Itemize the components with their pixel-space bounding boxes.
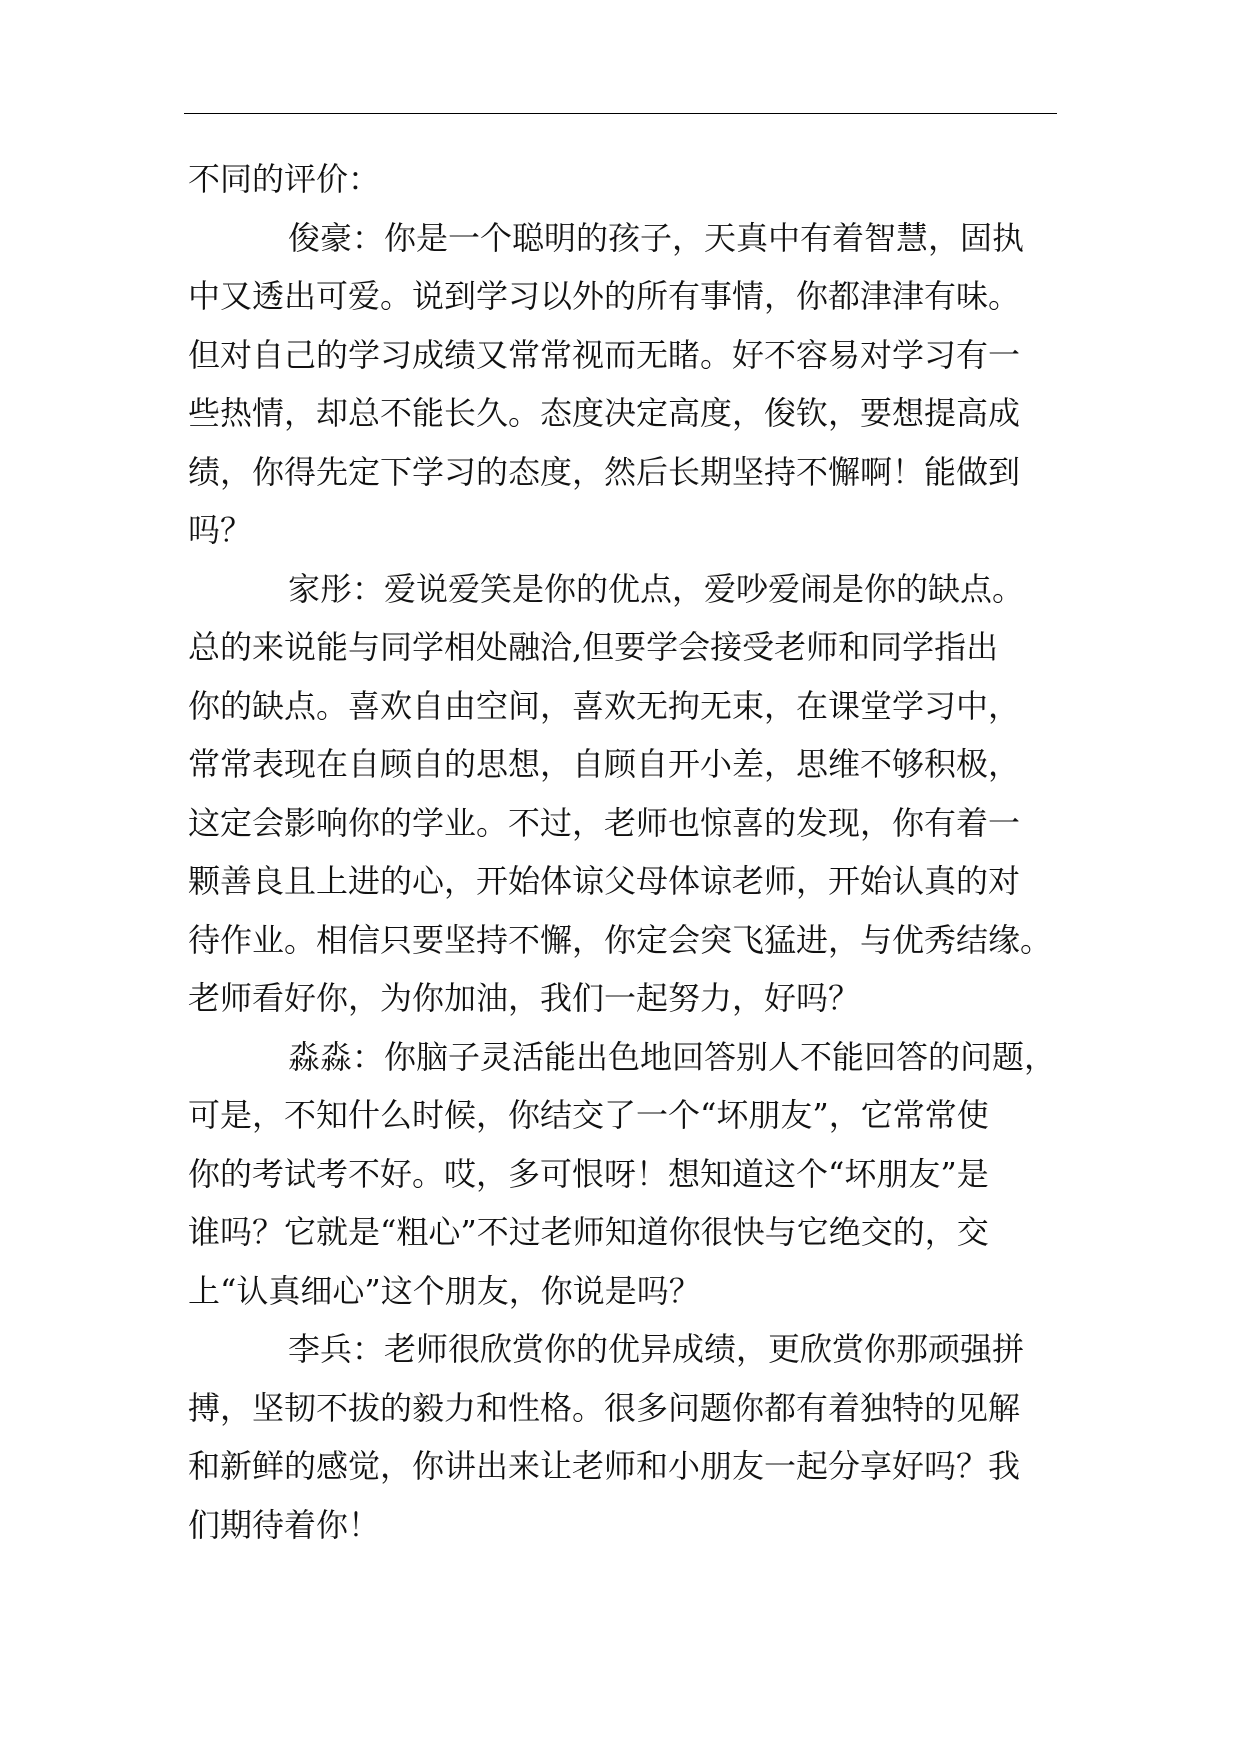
paragraph-line: 搏，坚韧不拔的毅力和性格。很多问题你都有着独特的见解: [188, 1388, 1021, 1427]
comment-paragraph-3: [188, 1028, 1068, 1321]
comment-paragraph-1: [188, 209, 1068, 560]
paragraph-line: 中又透出可爱。说到学习以外的所有事情，你都津津有味。: [188, 277, 1021, 315]
paragraph-line: 们期待着你！: [188, 1505, 381, 1544]
paragraph-line: 你的考试考不好。哎，多可恨呀！想知道这个“坏朋友”是: [188, 1154, 989, 1193]
paragraph-line: 上“认真细心”这个朋友，你说是吗？: [188, 1271, 701, 1310]
paragraph-line: 谁吗？它就是“粗心”不过老师知道你很快与它绝交的，交: [188, 1213, 989, 1251]
paragraph-line: 你的缺点。喜欢自由空间，喜欢无拘无束，在课堂学习中，: [188, 686, 1021, 725]
paragraph-line: 常常表现在自顾自的思想，自顾自开小差，思维不够积极，: [188, 745, 1021, 783]
comment-paragraph-4: [188, 1320, 1068, 1554]
paragraph-line: 淼淼：你脑子灵活能出色地回答别人不能回答的问题，: [288, 1037, 1057, 1076]
intro-line: 不同的评价：: [188, 160, 381, 198]
paragraph-line: 颗善良且上进的心，开始体谅父母体谅老师，开始认真的对: [188, 862, 1021, 900]
paragraph-line: 些热情，却总不能长久。态度决定高度，俊钦，要想提高成: [188, 394, 1021, 432]
paragraph-line: 总的来说能与同学相处融洽,但要学会接受老师和同学指出: [188, 628, 999, 666]
paragraph-line: 老师看好你，为你加油，我们一起努力，好吗？: [188, 979, 861, 1017]
paragraph-line: 李兵：老师很欣赏你的优异成绩，更欣赏你那顽强拼: [288, 1330, 1025, 1368]
paragraph-line: 可是，不知什么时候，你结交了一个“坏朋友”，它常常使: [188, 1096, 989, 1134]
document-body: [188, 150, 1068, 1554]
comment-paragraph-2: [188, 560, 1068, 1028]
paragraph-line: 吗？: [188, 511, 253, 549]
paragraph-line: 家彤：爱说爱笑是你的优点，爱吵爱闹是你的缺点。: [288, 569, 1025, 608]
header-rule: [184, 113, 1057, 114]
paragraph-line: 绩，你得先定下学习的态度，然后长期坚持不懈啊！能做到: [188, 452, 1021, 491]
paragraph-line: 和新鲜的感觉，你讲出来让老师和小朋友一起分享好吗？我: [188, 1447, 1021, 1485]
paragraph-line: 这定会影响你的学业。不过，老师也惊喜的发现，你有着一: [188, 803, 1021, 842]
paragraph-line: 待作业。相信只要坚持不懈，你定会突飞猛进，与优秀结缘。: [188, 920, 1053, 959]
paragraph-line: 俊豪：你是一个聪明的孩子，天真中有着智慧，固执: [288, 218, 1025, 257]
paragraph-line: 但对自己的学习成绩又常常视而无睹。好不容易对学习有一: [188, 335, 1021, 374]
